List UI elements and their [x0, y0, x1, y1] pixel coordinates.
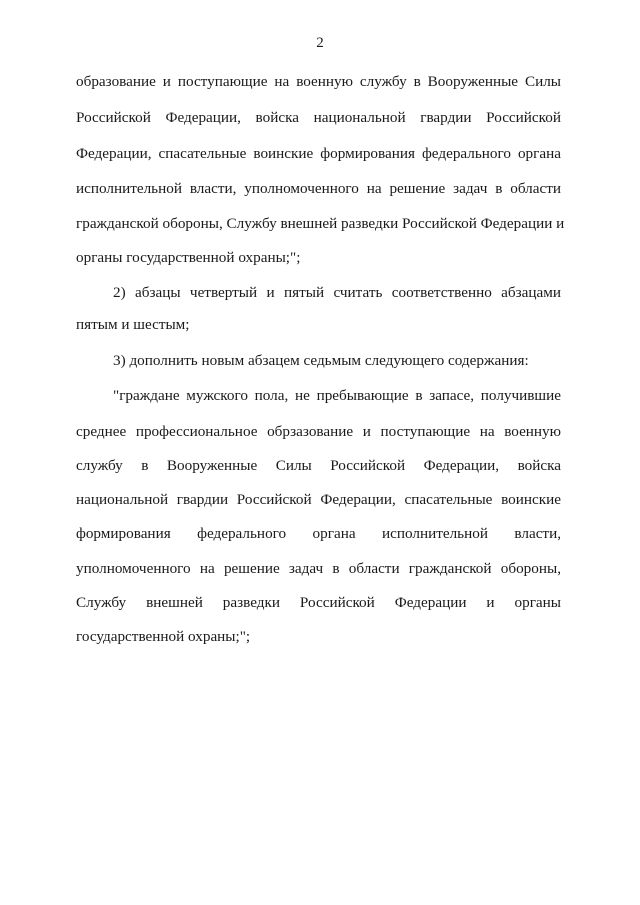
text-line: Службу внешней разведки Российской Федерации и органы: [76, 594, 561, 611]
text-line: 3) дополнить новым абзацем седьмым следующего содержания:: [113, 352, 529, 369]
text-line: Российской Федерации, войска национальной гвардии Российской: [76, 109, 561, 126]
text-line: национальной гвардии Российской Федерации, спасательные воинские: [76, 491, 561, 508]
text-line: гражданской обороны, Службу внешней разведки Российской Федерации и: [76, 215, 565, 232]
text-line: пятым и шестым;: [76, 316, 190, 333]
text-line: государственной охраны;";: [76, 628, 251, 645]
text-line: исполнительной власти, уполномоченного на решение задач в области: [76, 180, 561, 197]
text-line: образование и поступающие на военную службу в Вооруженные Силы: [76, 73, 561, 90]
text-line: среднее профессиональное обрзазование и поступающие на военную: [76, 423, 561, 440]
text-line: "граждане мужского пола, не пребывающие в запасе, получившие: [113, 387, 561, 404]
text-line: службу в Вооруженные Силы Российской Федерации, войска: [76, 457, 561, 474]
text-line: 2) абзацы четвертый и пятый считать соответственно абзацами: [113, 284, 561, 301]
text-line: уполномоченного на решение задач в области гражданской обороны,: [76, 560, 561, 577]
text-line: Федерации, спасательные воинские формирования федерального органа: [76, 145, 561, 162]
text-line: органы государственной охраны;";: [76, 249, 301, 266]
page-number: 2: [316, 35, 324, 51]
text-line: формирования федерального органа исполнительной власти,: [76, 525, 561, 542]
